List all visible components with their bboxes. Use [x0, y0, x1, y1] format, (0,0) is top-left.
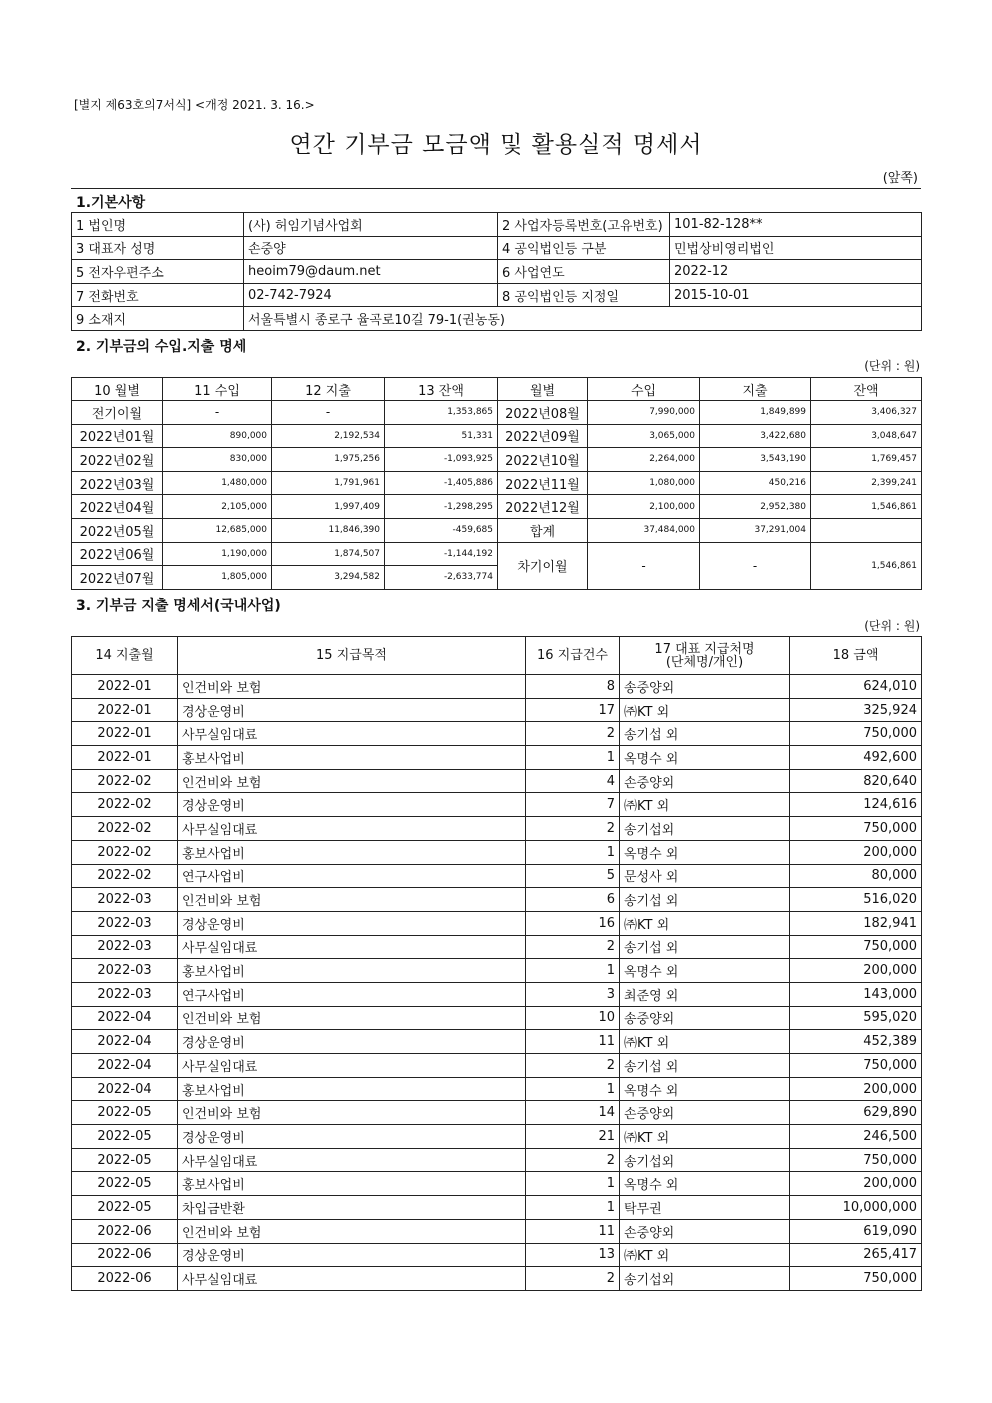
- amount-cell: 2,192,534: [272, 424, 385, 448]
- table-row: [72, 1172, 922, 1196]
- purpose-cell: 사무실임대료: [178, 1148, 526, 1172]
- amount-cell: [811, 518, 922, 542]
- purpose-cell: 경상운영비: [178, 1030, 526, 1054]
- month-cell: 2022-04: [72, 1030, 178, 1054]
- column-header: 월별: [498, 378, 588, 401]
- basic-info-row: [72, 213, 922, 237]
- table-row: [72, 1219, 922, 1243]
- section2-heading: 2. 기부금의 수입.지출 명세: [76, 339, 247, 355]
- amount-cell: 750,000: [790, 1267, 922, 1291]
- count-cell: 1: [526, 959, 620, 983]
- count-cell: 2: [526, 935, 620, 959]
- basic-info-table: [71, 212, 922, 331]
- col-count: 16 지급건수: [526, 637, 620, 675]
- purpose-cell: 홍보사업비: [178, 1077, 526, 1101]
- payee-cell: 송기섭외: [620, 1267, 790, 1291]
- payee-cell: 옥명수 외: [620, 1077, 790, 1101]
- amount-cell: 3,065,000: [588, 424, 700, 448]
- month-cell: 2022-04: [72, 1077, 178, 1101]
- table-row: [72, 471, 922, 495]
- month-cell: 2022-01: [72, 746, 178, 770]
- payee-cell: ㈜KT 외: [620, 793, 790, 817]
- col-month: 14 지출월: [72, 637, 178, 675]
- amount-cell: 1,975,256: [272, 448, 385, 472]
- purpose-cell: 인건비와 보험: [178, 1219, 526, 1243]
- amount-cell: 37,484,000: [588, 518, 700, 542]
- payee-cell: 최준영 외: [620, 982, 790, 1006]
- amount-cell: 629,890: [790, 1101, 922, 1125]
- purpose-cell: 사무실임대료: [178, 935, 526, 959]
- count-cell: 10: [526, 1006, 620, 1030]
- amount-cell: 143,000: [790, 982, 922, 1006]
- income-expense-table: [71, 377, 922, 590]
- month-cell: 2022-05: [72, 1125, 178, 1149]
- field-label: 8 공익법인등 지정일: [498, 283, 670, 307]
- purpose-cell: 사무실임대료: [178, 722, 526, 746]
- payee-cell: 옥명수 외: [620, 840, 790, 864]
- table-row: [72, 935, 922, 959]
- amount-cell: 492,600: [790, 746, 922, 770]
- month-cell: 2022-02: [72, 840, 178, 864]
- month-cell: 2022년03월: [72, 471, 163, 495]
- amount-cell: 182,941: [790, 911, 922, 935]
- purpose-cell: 차입금반환: [178, 1196, 526, 1220]
- count-cell: 5: [526, 864, 620, 888]
- count-cell: 6: [526, 888, 620, 912]
- field-value: 2015-10-01: [670, 283, 922, 307]
- amount-cell: 246,500: [790, 1125, 922, 1149]
- count-cell: 21: [526, 1125, 620, 1149]
- count-cell: 16: [526, 911, 620, 935]
- amount-cell: 1,997,409: [272, 495, 385, 519]
- table-row: [72, 840, 922, 864]
- month-cell: 2022-05: [72, 1172, 178, 1196]
- table-row: [72, 518, 922, 542]
- amount-cell: 1,769,457: [811, 448, 922, 472]
- column-header: 12 지출: [272, 378, 385, 401]
- purpose-cell: 경상운영비: [178, 1243, 526, 1267]
- basic-info-row: [72, 307, 922, 331]
- amount-cell: 1,080,000: [588, 471, 700, 495]
- amount-cell: 1,791,961: [272, 471, 385, 495]
- month-cell: 2022-02: [72, 769, 178, 793]
- count-cell: 1: [526, 840, 620, 864]
- month-cell: 2022년04월: [72, 495, 163, 519]
- amount-cell: 3,294,582: [272, 566, 385, 590]
- purpose-cell: 경상운영비: [178, 911, 526, 935]
- purpose-cell: 인건비와 보험: [178, 1101, 526, 1125]
- amount-cell: 820,640: [790, 769, 922, 793]
- table-row: [72, 1125, 922, 1149]
- amount-cell: 1,546,861: [811, 495, 922, 519]
- purpose-cell: 인건비와 보험: [178, 888, 526, 912]
- month-cell: 2022-03: [72, 911, 178, 935]
- month-cell: 2022-03: [72, 888, 178, 912]
- count-cell: 3: [526, 982, 620, 1006]
- amount-cell: -459,685: [385, 518, 498, 542]
- purpose-cell: 인건비와 보험: [178, 1006, 526, 1030]
- table-row: [72, 722, 922, 746]
- amount-cell: 1,874,507: [272, 542, 385, 566]
- col-payee: [620, 637, 790, 675]
- count-cell: 1: [526, 746, 620, 770]
- amount-cell: 12,685,000: [163, 518, 272, 542]
- payee-cell: 송기섭 외: [620, 1054, 790, 1078]
- column-header: 잔액: [811, 378, 922, 401]
- count-cell: 4: [526, 769, 620, 793]
- amount-cell: 37,291,004: [700, 518, 811, 542]
- count-cell: 1: [526, 1196, 620, 1220]
- amount-cell: 200,000: [790, 1077, 922, 1101]
- amount-cell: 200,000: [790, 840, 922, 864]
- payee-cell: 옥명수 외: [620, 746, 790, 770]
- month-cell: 2022-03: [72, 959, 178, 983]
- payee-cell: ㈜KT 외: [620, 1125, 790, 1149]
- field-label: 6 사업연도: [498, 260, 670, 284]
- amount-cell: 2,952,380: [700, 495, 811, 519]
- month-cell: 2022-01: [72, 698, 178, 722]
- payee-cell: 손중양외: [620, 1101, 790, 1125]
- side-note: (앞쪽): [882, 171, 918, 186]
- column-header: 지출: [700, 378, 811, 401]
- column-header: 수입: [588, 378, 700, 401]
- amount-cell: 3,422,680: [700, 424, 811, 448]
- field-value: 손중양: [244, 236, 498, 260]
- purpose-cell: 홍보사업비: [178, 1172, 526, 1196]
- month-cell: 2022년12월: [498, 495, 588, 519]
- purpose-cell: 인건비와 보험: [178, 769, 526, 793]
- table-row: [72, 1148, 922, 1172]
- amount-cell: 890,000: [163, 424, 272, 448]
- payee-cell: 송기섭 외: [620, 722, 790, 746]
- basic-info-row: [72, 283, 922, 307]
- carryover-amount: -: [588, 542, 700, 589]
- amount-cell: 1,805,000: [163, 566, 272, 590]
- table-row: [72, 1101, 922, 1125]
- amount-cell: 1,190,000: [163, 542, 272, 566]
- amount-cell: 750,000: [790, 1054, 922, 1078]
- month-cell: 2022-02: [72, 864, 178, 888]
- payee-cell: 탁무권: [620, 1196, 790, 1220]
- col-payee-line2: (단체명/개인): [665, 654, 744, 670]
- top-rule: [71, 188, 921, 189]
- amount-cell: -1,405,886: [385, 471, 498, 495]
- count-cell: 2: [526, 1267, 620, 1291]
- purpose-cell: 사무실임대료: [178, 1267, 526, 1291]
- amount-cell: 3,048,647: [811, 424, 922, 448]
- table-row: [72, 424, 922, 448]
- amount-cell: 325,924: [790, 698, 922, 722]
- field-label: 5 전자우편주소: [72, 260, 244, 284]
- purpose-cell: 홍보사업비: [178, 840, 526, 864]
- table-row: [72, 698, 922, 722]
- month-cell: 2022-06: [72, 1243, 178, 1267]
- count-cell: 7: [526, 793, 620, 817]
- payee-cell: 옥명수 외: [620, 959, 790, 983]
- amount-cell: 624,010: [790, 675, 922, 699]
- month-cell: 2022년06월: [72, 542, 163, 566]
- table-row: [72, 675, 922, 699]
- field-value: 민법상비영리법인: [670, 236, 922, 260]
- month-cell: 2022-05: [72, 1101, 178, 1125]
- field-label: 4 공익법인등 구분: [498, 236, 670, 260]
- count-cell: 2: [526, 722, 620, 746]
- payee-cell: 송중양외: [620, 1006, 790, 1030]
- section1-heading: 1.기본사항: [76, 195, 146, 211]
- amount-cell: 11,846,390: [272, 518, 385, 542]
- amount-cell: 750,000: [790, 817, 922, 841]
- amount-cell: 619,090: [790, 1219, 922, 1243]
- table-row: [72, 448, 922, 472]
- purpose-cell: 경상운영비: [178, 1125, 526, 1149]
- month-cell: 합계: [498, 518, 588, 542]
- payee-cell: 송기섭외: [620, 1148, 790, 1172]
- payee-cell: 송중양외: [620, 675, 790, 699]
- table-row: [72, 888, 922, 912]
- table-row: [72, 1077, 922, 1101]
- field-label: 3 대표자 성명: [72, 236, 244, 260]
- field-label: 9 소재지: [72, 307, 244, 331]
- table-row: [72, 401, 922, 425]
- month-cell: 2022년11월: [498, 471, 588, 495]
- table-row: [72, 1030, 922, 1054]
- field-label: 2 사업자등록번호(고유번호): [498, 213, 670, 237]
- amount-cell: -: [163, 401, 272, 425]
- count-cell: 11: [526, 1030, 620, 1054]
- field-value: 2022-12: [670, 260, 922, 284]
- document-title: 연간 기부금 모금액 및 활용실적 명세서: [289, 132, 703, 158]
- form-note: [별지 제63호의7서식] <개정 2021. 3. 16.>: [74, 98, 315, 112]
- amount-cell: 3,543,190: [700, 448, 811, 472]
- carryover-label: 차기이월: [498, 542, 588, 589]
- count-cell: 11: [526, 1219, 620, 1243]
- month-cell: 2022-03: [72, 935, 178, 959]
- purpose-cell: 연구사업비: [178, 982, 526, 1006]
- section3-unit: (단위 : 원): [864, 619, 920, 633]
- payee-cell: ㈜KT 외: [620, 1243, 790, 1267]
- table-row: [72, 793, 922, 817]
- amount-cell: 265,417: [790, 1243, 922, 1267]
- month-cell: 2022년09월: [498, 424, 588, 448]
- amount-cell: 80,000: [790, 864, 922, 888]
- table-row: [72, 1243, 922, 1267]
- month-cell: 2022년05월: [72, 518, 163, 542]
- month-cell: 2022년02월: [72, 448, 163, 472]
- month-cell: 2022-06: [72, 1267, 178, 1291]
- col-amount: 18 금액: [790, 637, 922, 675]
- field-value: (사) 허임기념사업회: [244, 213, 498, 237]
- basic-info-row: [72, 236, 922, 260]
- expenditure-table: [71, 636, 922, 1291]
- purpose-cell: 연구사업비: [178, 864, 526, 888]
- month-cell: 2022년10월: [498, 448, 588, 472]
- month-cell: 2022-01: [72, 722, 178, 746]
- amount-cell: 450,216: [700, 471, 811, 495]
- table-row: [72, 864, 922, 888]
- amount-cell: 2,100,000: [588, 495, 700, 519]
- payee-cell: 송기섭외: [620, 817, 790, 841]
- amount-cell: 2,105,000: [163, 495, 272, 519]
- amount-cell: 2,399,241: [811, 471, 922, 495]
- count-cell: 13: [526, 1243, 620, 1267]
- amount-cell: 1,849,899: [700, 401, 811, 425]
- month-cell: 2022-04: [72, 1054, 178, 1078]
- table-row: [72, 911, 922, 935]
- amount-cell: 51,331: [385, 424, 498, 448]
- payee-cell: ㈜KT 외: [620, 698, 790, 722]
- payee-cell: 문성사 외: [620, 864, 790, 888]
- payee-cell: ㈜KT 외: [620, 1030, 790, 1054]
- table-row: [72, 495, 922, 519]
- table-row: [72, 1054, 922, 1078]
- month-cell: 2022년01월: [72, 424, 163, 448]
- table-row: [72, 542, 922, 566]
- amount-cell: 750,000: [790, 935, 922, 959]
- count-cell: 17: [526, 698, 620, 722]
- amount-cell: 595,020: [790, 1006, 922, 1030]
- amount-cell: 10,000,000: [790, 1196, 922, 1220]
- field-value: 서울특별시 종로구 율곡로10길 79-1(권농동): [244, 307, 922, 331]
- field-label: 7 전화번호: [72, 283, 244, 307]
- month-cell: 전기이월: [72, 401, 163, 425]
- month-cell: 2022-04: [72, 1006, 178, 1030]
- purpose-cell: 사무실임대료: [178, 817, 526, 841]
- payee-cell: ㈜KT 외: [620, 911, 790, 935]
- section2-unit: (단위 : 원): [864, 359, 920, 373]
- column-header: 10 월별: [72, 378, 163, 401]
- payee-cell: 옥명수 외: [620, 1172, 790, 1196]
- count-cell: 2: [526, 1054, 620, 1078]
- field-value: heoim79@daum.net: [244, 260, 498, 284]
- amount-cell: -1,093,925: [385, 448, 498, 472]
- field-value: 101-82-128**: [670, 213, 922, 237]
- carryover-amount: 1,546,861: [811, 542, 922, 589]
- purpose-cell: 인건비와 보험: [178, 675, 526, 699]
- table-row: [72, 1006, 922, 1030]
- amount-cell: 516,020: [790, 888, 922, 912]
- month-cell: 2022-01: [72, 675, 178, 699]
- section3-heading: 3. 기부금 지출 명세서(국내사업): [76, 598, 281, 614]
- month-cell: 2022-05: [72, 1196, 178, 1220]
- amount-cell: 750,000: [790, 1148, 922, 1172]
- table-row: [72, 769, 922, 793]
- amount-cell: 3,406,327: [811, 401, 922, 425]
- field-label: 1 법인명: [72, 213, 244, 237]
- count-cell: 1: [526, 1172, 620, 1196]
- amount-cell: 1,353,865: [385, 401, 498, 425]
- payee-cell: 손중양외: [620, 1219, 790, 1243]
- count-cell: 8: [526, 675, 620, 699]
- payee-cell: 송기섭 외: [620, 935, 790, 959]
- carryover-amount: -: [700, 542, 811, 589]
- amount-cell: 452,389: [790, 1030, 922, 1054]
- amount-cell: 124,616: [790, 793, 922, 817]
- month-cell: 2022-05: [72, 1148, 178, 1172]
- table-row: [72, 959, 922, 983]
- amount-cell: -: [272, 401, 385, 425]
- col-payee-line1: 17 대표 지급처명: [654, 641, 755, 657]
- amount-cell: 750,000: [790, 722, 922, 746]
- month-cell: 2022-03: [72, 982, 178, 1006]
- purpose-cell: 홍보사업비: [178, 746, 526, 770]
- month-cell: 2022-02: [72, 817, 178, 841]
- amount-cell: -1,298,295: [385, 495, 498, 519]
- table-row: [72, 746, 922, 770]
- purpose-cell: 경상운영비: [178, 698, 526, 722]
- amount-cell: -1,144,192: [385, 542, 498, 566]
- amount-cell: 7,990,000: [588, 401, 700, 425]
- count-cell: 2: [526, 1148, 620, 1172]
- count-cell: 2: [526, 817, 620, 841]
- count-cell: 14: [526, 1101, 620, 1125]
- month-cell: 2022-06: [72, 1219, 178, 1243]
- purpose-cell: 사무실임대료: [178, 1054, 526, 1078]
- column-header: 13 잔액: [385, 378, 498, 401]
- col-purpose: 15 지급목적: [178, 637, 526, 675]
- column-header: 11 수입: [163, 378, 272, 401]
- amount-cell: 2,264,000: [588, 448, 700, 472]
- field-value: 02-742-7924: [244, 283, 498, 307]
- amount-cell: 200,000: [790, 959, 922, 983]
- amount-cell: 200,000: [790, 1172, 922, 1196]
- basic-info-row: [72, 260, 922, 284]
- month-cell: 2022년08월: [498, 401, 588, 425]
- table-row: [72, 982, 922, 1006]
- table-row: [72, 1267, 922, 1291]
- month-cell: 2022년07월: [72, 566, 163, 590]
- amount-cell: 830,000: [163, 448, 272, 472]
- table-row: [72, 817, 922, 841]
- amount-cell: -2,633,774: [385, 566, 498, 590]
- count-cell: 1: [526, 1077, 620, 1101]
- payee-cell: 송기섭 외: [620, 888, 790, 912]
- purpose-cell: 홍보사업비: [178, 959, 526, 983]
- payee-cell: 손중양외: [620, 769, 790, 793]
- table-row: [72, 1196, 922, 1220]
- amount-cell: 1,480,000: [163, 471, 272, 495]
- month-cell: 2022-02: [72, 793, 178, 817]
- purpose-cell: 경상운영비: [178, 793, 526, 817]
